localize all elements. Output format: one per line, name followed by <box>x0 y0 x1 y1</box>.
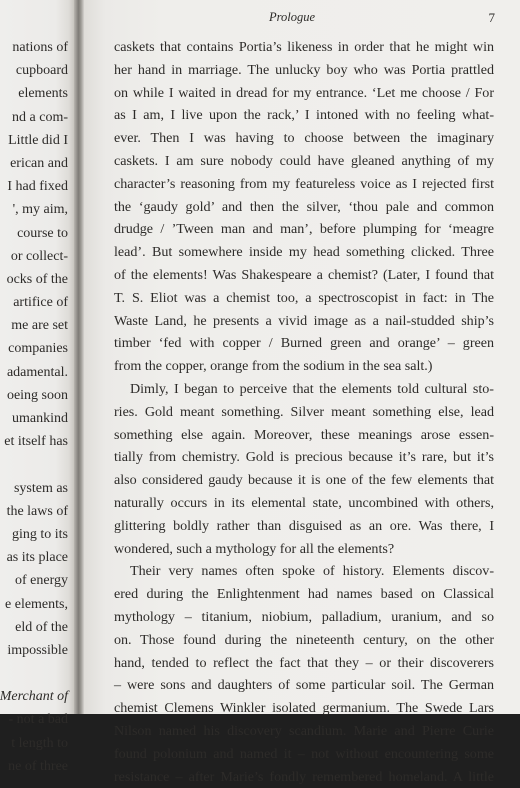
page-number: 7 <box>489 10 496 26</box>
text-line: tially from chemistry. Gold is precious because it’s rare, but it’s <box>114 446 494 469</box>
text-line: caskets that contains Portia’s likeness in order that he might win <box>114 36 494 59</box>
left-line: eld of the <box>0 616 68 639</box>
text-line: Nilson named his discovery scandium. Marie and Pierre Curie <box>114 720 494 743</box>
left-line: Little did I <box>0 129 68 152</box>
text-line: something else again. Moreover, these meanings arose essen- <box>114 424 494 447</box>
left-line: nd a com- <box>0 106 68 129</box>
text-line: the ‘gaudy gold’ and then the silver, ‘thou pale and common <box>114 196 494 219</box>
left-line: the laws of <box>0 500 68 523</box>
text-line: resistance – after Marie’s fondly remembered homeland. A little <box>114 766 494 788</box>
left-page-text <box>0 36 68 778</box>
text-line: wondered, such a mythology for all the elements? <box>114 538 494 561</box>
left-line: elements <box>0 82 68 105</box>
text-line: on. Those found during the nineteenth century, on the other <box>114 629 494 652</box>
text-line: timber ‘fed with copper / Burned green and orange’ – green <box>114 332 494 355</box>
left-line: umankind <box>0 407 68 430</box>
text-line: her hand in marriage. The unlucky boy who was Portia prattled <box>114 59 494 82</box>
left-line: ging to its <box>0 523 68 546</box>
left-page <box>0 0 74 714</box>
left-line: me are set <box>0 314 68 337</box>
text-line: lead’. But somewhere inside my head something clicked. Three <box>114 241 494 264</box>
text-line: glittering boldly rather than disguised as an ore. Was there, I <box>114 515 494 538</box>
text-line: drudge / ’Tween man and man’, before plumping for ‘meagre <box>114 218 494 241</box>
left-line: or collect- <box>0 245 68 268</box>
left-line: cupboard <box>0 59 68 82</box>
left-line: ne of three <box>0 755 68 778</box>
book-gutter <box>74 0 84 714</box>
right-page <box>84 0 520 714</box>
left-line: t length to <box>0 732 68 755</box>
text-line: ered during the Enlightenment had names based on Classical <box>114 583 494 606</box>
left-line: erican and <box>0 152 68 175</box>
text-line: found polonium and named it – not without encountering some <box>114 743 494 766</box>
left-line: oeing soon <box>0 384 68 407</box>
page-header <box>84 10 520 30</box>
left-line: - not a bad <box>0 708 68 731</box>
left-line: ocks of the <box>0 268 68 291</box>
text-line: as I am, I live upon the rack,’ I intoned with no feeling what- <box>114 104 494 127</box>
left-line: system as <box>0 477 68 500</box>
text-line: T. S. Eliot was a chemist too, a spectroscopist in fact: in The <box>114 287 494 310</box>
text-line: from the copper, orange from the sodium in the sea salt.) <box>114 355 494 378</box>
text-line: ever. Then I was having to choose between the imaginary <box>114 127 494 150</box>
text-line: of the elements! Was Shakespeare a chemist? (Later, I found that <box>114 264 494 287</box>
left-line: of energy <box>0 569 68 592</box>
left-line: ', my aim, <box>0 198 68 221</box>
text-line: Dimly, I began to perceive that the elements told cultural sto- <box>114 378 494 401</box>
left-line: impossible <box>0 639 68 662</box>
left-line: Merchant of <box>0 685 68 708</box>
text-line: on while I waited in dread for my entrance. ‘Let me choose / For <box>114 82 494 105</box>
left-line: artifice of <box>0 291 68 314</box>
left-line: e elements, <box>0 593 68 616</box>
left-line: et itself has <box>0 430 68 453</box>
text-line: character’s reasoning from my featureless voice as I rejected first <box>114 173 494 196</box>
text-line: chemist Clemens Winkler isolated germanium. The Swede Lars <box>114 697 494 720</box>
running-head: Prologue <box>269 10 315 25</box>
left-line <box>0 662 68 685</box>
left-line: I had fixed <box>0 175 68 198</box>
text-line: caskets. I am sure nobody could have gleaned anything of my <box>114 150 494 173</box>
left-line <box>0 453 68 476</box>
text-line: naturally occurs in its elemental state, uncombined with others, <box>114 492 494 515</box>
left-line: companies <box>0 337 68 360</box>
left-line: as its place <box>0 546 68 569</box>
text-line: ries. Gold meant something. Silver meant something else, lead <box>114 401 494 424</box>
left-line: nations of <box>0 36 68 59</box>
text-line: – were sons and daughters of some particular soil. The German <box>114 674 494 697</box>
text-line: also considered gaudy because it is one of the few elements that <box>114 469 494 492</box>
text-line: mythology – titanium, niobium, palladium, uranium, and so <box>114 606 494 629</box>
text-line: Waste Land, he presents a vivid image as a nail-studded ship’s <box>114 310 494 333</box>
text-line: Their very names often spoke of history. Elements discov- <box>114 560 494 583</box>
left-line: adamental. <box>0 361 68 384</box>
left-line: course to <box>0 222 68 245</box>
body-text <box>114 36 494 788</box>
text-line: hand, tended to reflect the fact that they – or their discoverers <box>114 652 494 675</box>
